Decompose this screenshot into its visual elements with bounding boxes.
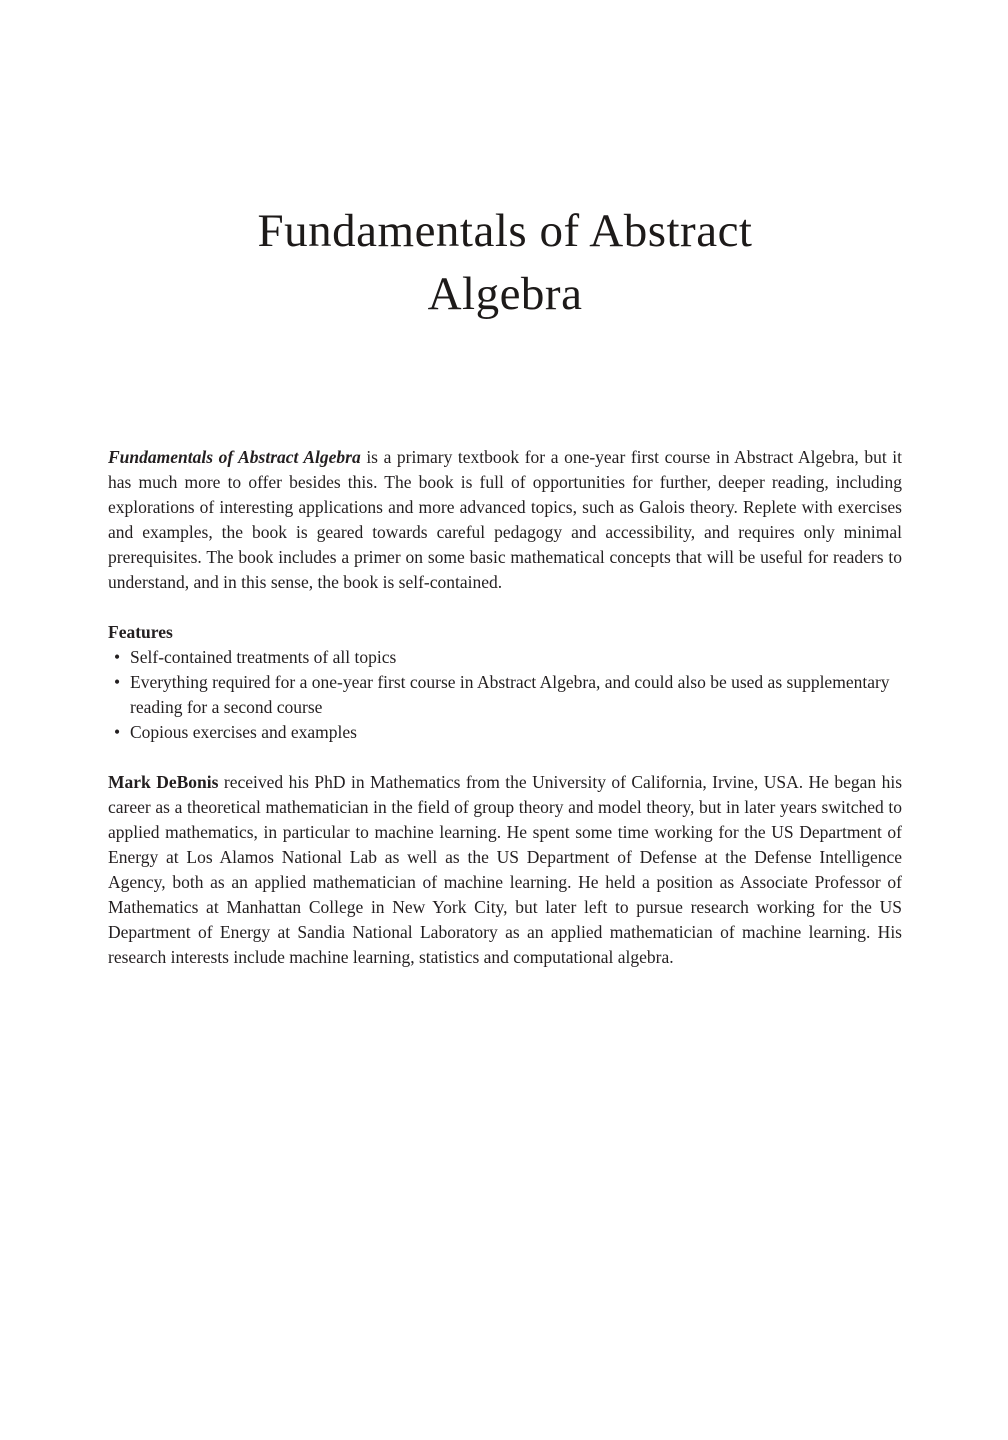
feature-item: • Everything required for a one-year first course in Abstract Algebra, and could also be used as supplementary reading for a second course <box>130 670 902 720</box>
book-title-line-2: Algebra <box>427 268 583 321</box>
author-name: Mark DeBonis <box>108 771 219 792</box>
feature-item: • Copious exercises and examples <box>130 720 902 745</box>
features-list <box>108 645 902 745</box>
author-bio-paragraph <box>108 770 902 970</box>
author-bio-text: received his PhD in Mathematics from the University of California, Irvine, USA. He began his career as a theoretical mathematician in the field of group theory and model theory, but in later years switched to applied mathematics, in particular to machine learning. He spent some time working for the US Department of Energy at Los Alamos National Lab as well as the US Department of Defense at the Defense Intelligence Agency, both as an applied mathematician of machine learning. He held a position as Associate Professor of Mathematics at Manhattan College in New York City, but later left to pursue research working for the US Department of Energy at Sandia National Laboratory as an applied mathematician of machine learning. His research interests include machine learning, statistics and computational algebra. <box>108 771 903 967</box>
features-heading: Features <box>108 621 173 642</box>
book-title <box>108 200 902 327</box>
book-description-text: is a primary textbook for a one-year first course in Abstract Algebra, but it has much more to offer besides this. The book is full of opportunities for further, deeper reading, including explorations of interesting applications and more advanced topics, such as Galois theory. Replete with exercises and examples, the book is geared towards careful pedagogy and accessibility, and requires only minimal prerequisites. The book includes a primer on some basic mathematical concepts that will be useful for readers to understand, and in this sense, the book is self-contained. <box>108 446 903 592</box>
book-description-paragraph <box>108 445 902 595</box>
book-title-inline: Fundamentals of Abstract Algebra <box>108 446 361 467</box>
book-title-line-1: Fundamentals of Abstract <box>257 205 753 257</box>
feature-item: • Self-contained treatments of all topics <box>130 645 902 670</box>
